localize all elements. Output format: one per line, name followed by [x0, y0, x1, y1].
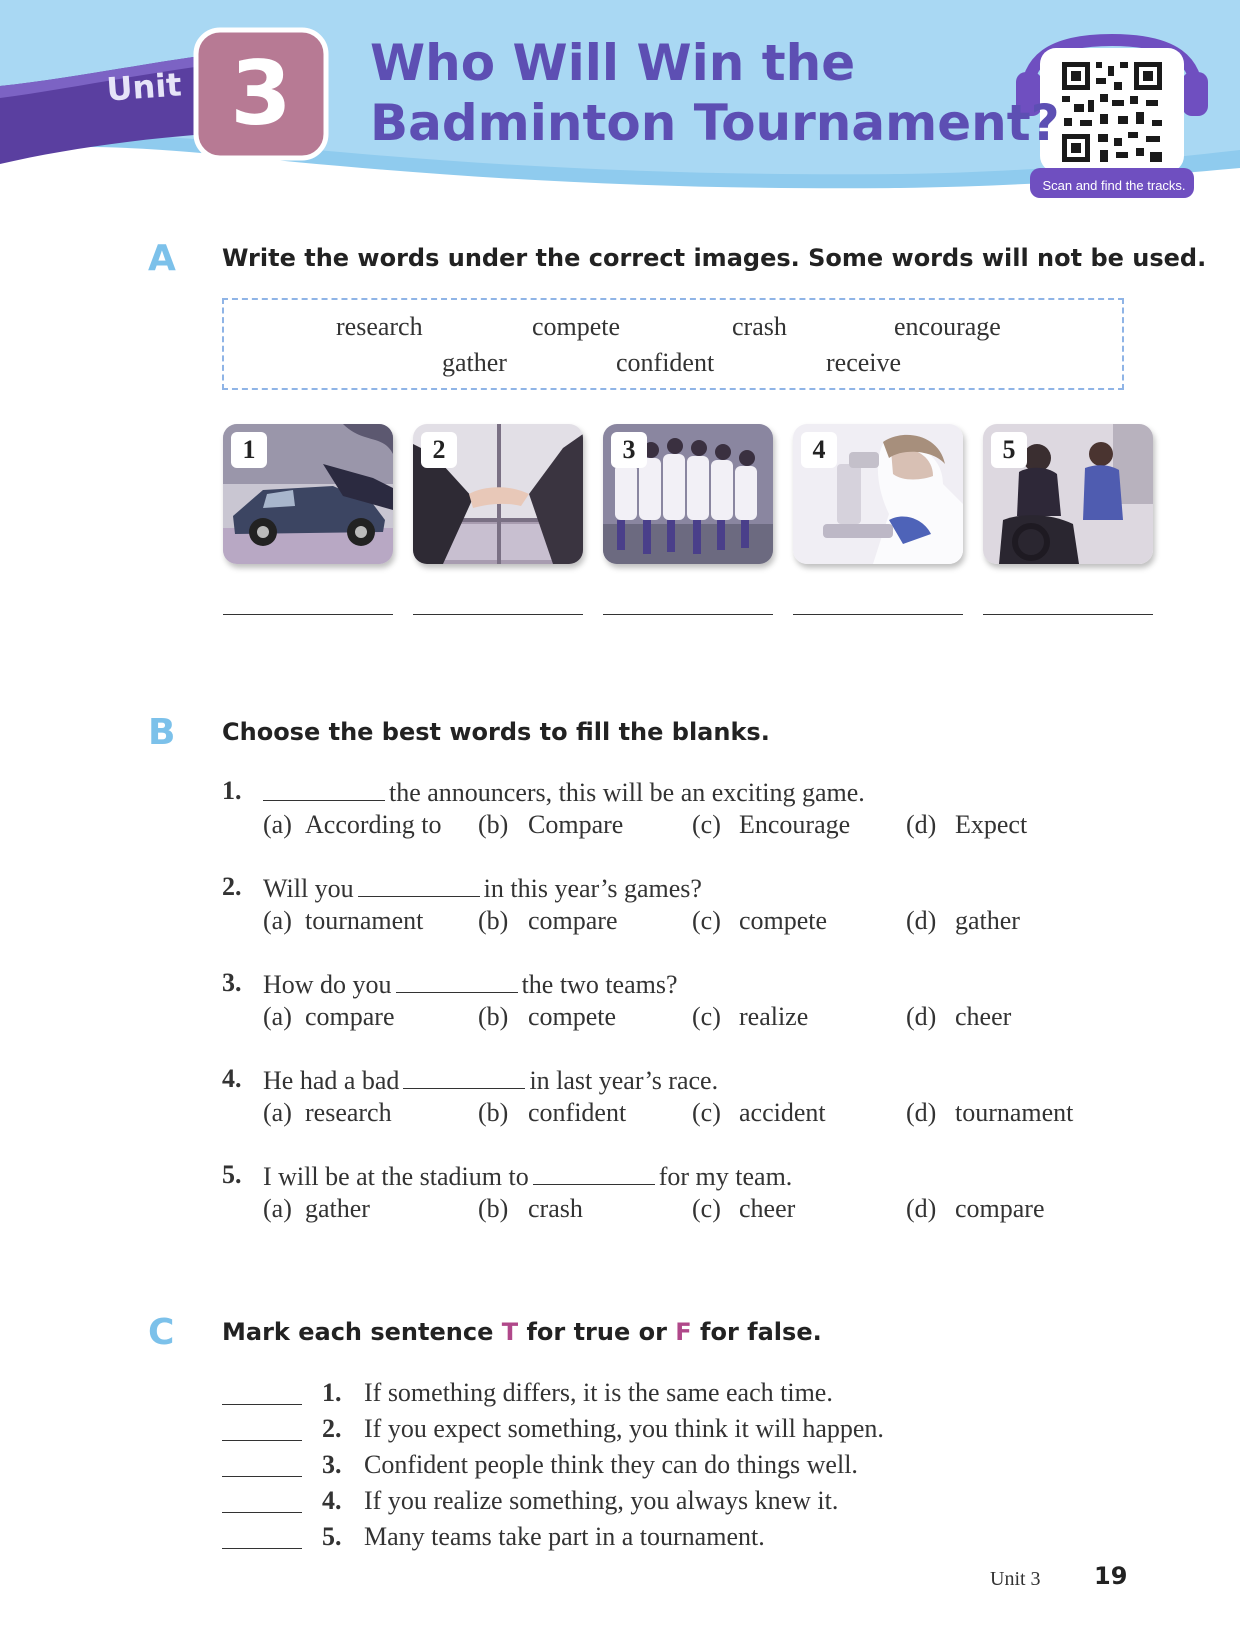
answer-line[interactable]	[603, 614, 773, 615]
word-bank-item: gather	[442, 348, 507, 377]
option-letter-a[interactable]: (a)	[263, 810, 292, 839]
section-a-letter: A	[148, 238, 176, 279]
word-bank	[222, 298, 1124, 390]
photo-team-huddle	[603, 424, 773, 564]
option-letter-b[interactable]: (b)	[478, 1098, 509, 1127]
tf-answer-blank[interactable]	[222, 1440, 302, 1441]
option-letter-d[interactable]: (d)	[906, 1002, 937, 1031]
option-letter-b[interactable]: (b)	[478, 1002, 509, 1031]
option-letter-d[interactable]: (d)	[906, 1194, 937, 1223]
tf-answer-blank[interactable]	[222, 1476, 302, 1477]
option-b[interactable]: confident	[528, 1098, 627, 1127]
option-letter-a[interactable]: (a)	[263, 1194, 292, 1223]
option-d[interactable]: Expect	[955, 810, 1028, 839]
question-text-after: for my team.	[658, 1162, 793, 1191]
question-number: 2.	[222, 872, 242, 901]
fill-blank[interactable]	[533, 1160, 655, 1185]
word-bank-item: encourage	[894, 312, 1001, 341]
section-c-letter: C	[148, 1312, 175, 1353]
statement-text: If you expect something, you think it will happen.	[364, 1414, 884, 1443]
question-number: 5.	[222, 1160, 242, 1189]
footer-unit-label: Unit 3	[990, 1568, 1041, 1590]
photo-number: 1	[231, 432, 267, 468]
option-d[interactable]: gather	[955, 906, 1020, 935]
fill-blank[interactable]	[403, 1064, 525, 1089]
word-bank-item: receive	[826, 348, 902, 377]
option-d[interactable]: tournament	[955, 1098, 1074, 1127]
option-b[interactable]: compare	[528, 906, 618, 935]
photo-number: 5	[991, 432, 1027, 468]
question-text-after: in last year’s race.	[529, 1066, 719, 1095]
statement-text: If you realize something, you always knew it.	[364, 1486, 839, 1515]
option-a[interactable]: compare	[305, 1002, 395, 1031]
question-text-before: How do you	[263, 970, 392, 999]
question-text-after: the two teams?	[521, 970, 678, 999]
option-letter-a[interactable]: (a)	[263, 1002, 292, 1031]
section-b-instruction: Choose the best words to fill the blanks.	[222, 718, 770, 746]
option-letter-a[interactable]: (a)	[263, 906, 292, 935]
option-b[interactable]: compete	[528, 1002, 617, 1031]
statement-number: 3.	[322, 1450, 342, 1479]
option-a[interactable]: research	[305, 1098, 392, 1127]
section-c-instruction: Mark each sentence T for true or F for false.	[222, 1318, 822, 1346]
option-c[interactable]: Encourage	[739, 810, 851, 839]
statement-text: If something differs, it is the same each time.	[364, 1378, 833, 1407]
option-c[interactable]: realize	[739, 1002, 809, 1031]
answer-line[interactable]	[793, 614, 963, 615]
option-a[interactable]: tournament	[305, 906, 424, 935]
unit-label: Unit	[105, 65, 183, 109]
option-c[interactable]: cheer	[739, 1194, 796, 1223]
photo-scientist-microscope	[793, 424, 963, 564]
answer-line[interactable]	[223, 614, 393, 615]
option-letter-b[interactable]: (b)	[478, 1194, 509, 1223]
option-letter-d[interactable]: (d)	[906, 1098, 937, 1127]
answer-line[interactable]	[983, 614, 1153, 615]
question-text-before: I will be at the stadium to	[263, 1162, 529, 1191]
photo-number: 3	[611, 432, 647, 468]
qr-caption: Scan and find the tracks.	[1042, 178, 1186, 193]
option-c[interactable]: compete	[739, 906, 828, 935]
question-number: 1.	[222, 776, 242, 805]
option-a[interactable]: According to	[305, 810, 442, 839]
tf-answer-blank[interactable]	[222, 1404, 302, 1405]
word-bank-item: confident	[616, 348, 715, 377]
statement-text: Many teams take part in a tournament.	[364, 1522, 765, 1551]
fill-blank[interactable]	[358, 872, 480, 897]
option-letter-b[interactable]: (b)	[478, 906, 509, 935]
photo-number: 4	[801, 432, 837, 468]
word-bank-item: crash	[732, 312, 787, 341]
word-bank-item: compete	[532, 312, 621, 341]
question-text-after: in this year’s games?	[483, 874, 702, 903]
option-letter-d[interactable]: (d)	[906, 906, 937, 935]
photo-handshake	[413, 424, 583, 564]
section-b-letter: B	[148, 712, 176, 753]
tf-answer-blank[interactable]	[222, 1512, 302, 1513]
page-number: 19	[1094, 1562, 1128, 1590]
question-text-before: He had a bad	[263, 1066, 400, 1095]
question-text-after: the announcers, this will be an exciting game.	[389, 778, 865, 807]
statement-text: Confident people think they can do things well.	[364, 1450, 858, 1479]
fill-blank[interactable]	[396, 968, 518, 993]
photo-car-crash	[223, 424, 393, 564]
tf-answer-blank[interactable]	[222, 1548, 302, 1549]
option-letter-c[interactable]: (c)	[692, 1098, 721, 1127]
statement-number: 1.	[322, 1378, 342, 1407]
option-d[interactable]: compare	[955, 1194, 1045, 1223]
option-b[interactable]: crash	[528, 1194, 583, 1223]
option-letter-c[interactable]: (c)	[692, 1194, 721, 1223]
option-c[interactable]: accident	[739, 1098, 826, 1127]
statement-number: 2.	[322, 1414, 342, 1443]
section-a-instruction: Write the words under the correct images. Some words will not be used.	[222, 244, 1207, 272]
question-number: 3.	[222, 968, 242, 997]
fill-blank[interactable]	[263, 776, 385, 801]
photo-number: 2	[421, 432, 457, 468]
word-bank-item: research	[336, 312, 423, 341]
option-letter-c[interactable]: (c)	[692, 810, 721, 839]
option-letter-d[interactable]: (d)	[906, 810, 937, 839]
question-text-before: Will you	[263, 874, 354, 903]
photo-gym-workout	[983, 424, 1153, 564]
statement-number: 4.	[322, 1486, 342, 1515]
option-letter-b[interactable]: (b)	[478, 810, 509, 839]
question-number: 4.	[222, 1064, 242, 1093]
statement-number: 5.	[322, 1522, 342, 1551]
option-d[interactable]: cheer	[955, 1002, 1012, 1031]
option-b[interactable]: Compare	[528, 810, 624, 839]
option-letter-a[interactable]: (a)	[263, 1098, 292, 1127]
option-letter-c[interactable]: (c)	[692, 1002, 721, 1031]
unit-number: 3	[230, 42, 292, 145]
page-title-line-1: Who Will Win the	[370, 34, 856, 92]
page-title-line-2: Badminton Tournament?	[370, 94, 1060, 152]
answer-line[interactable]	[413, 614, 583, 615]
option-letter-c[interactable]: (c)	[692, 906, 721, 935]
option-a[interactable]: gather	[305, 1194, 370, 1223]
